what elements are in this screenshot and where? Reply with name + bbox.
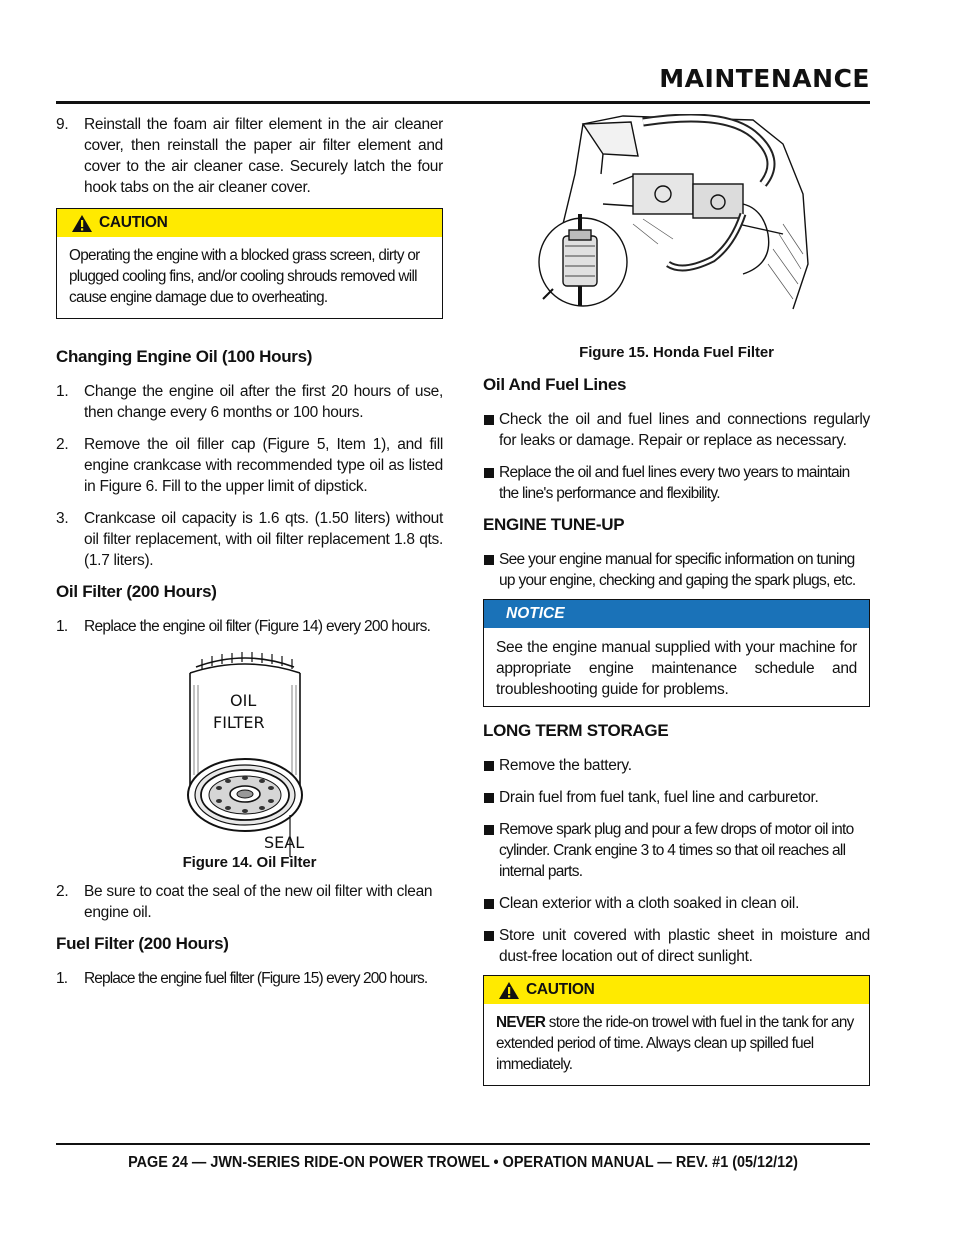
list-item (56, 881, 443, 923)
list-number: 1. (56, 970, 68, 987)
list-text: Remove the battery. (499, 757, 632, 774)
caution-box (56, 208, 443, 319)
list-text: Change the engine oil after the first 20 hours of use, then change every 6 months or 100 hours. (84, 383, 443, 421)
bullet-square-icon (484, 468, 494, 478)
bullet-square-icon (484, 931, 494, 941)
section-heading-storage: LONG TERM STORAGE (483, 721, 669, 740)
list-number: 2. (56, 883, 69, 900)
engine-fuel-filter-illustration (483, 114, 870, 314)
list-text: Replace the engine fuel filter (Figure 15) every 200 hours. (84, 970, 428, 987)
list-text: Store unit covered with plastic sheet in moisture and dust-free location out of direct sunlight. (499, 927, 870, 965)
bullet-square-icon (484, 825, 494, 835)
list-item (483, 819, 870, 882)
bullet-square-icon (484, 761, 494, 771)
list-item (56, 381, 443, 423)
bullet-square-icon (484, 555, 494, 565)
list-item (56, 508, 443, 571)
list-text: Replace the engine oil filter (Figure 14) every 200 hours. (84, 618, 431, 635)
header-rule (56, 101, 870, 104)
caution-text (484, 1004, 869, 1085)
list-text: Check the oil and fuel lines and connections regularly for leaks or damage. Repair or replace as necessary. (499, 411, 870, 449)
list-item (483, 409, 870, 451)
list-text: Crankcase oil capacity is 1.6 qts. (1.50 liters) without oil filter replacement, with oil filter replacement 1.8 qts. (1.7 liters). (84, 510, 443, 569)
list-text: Replace the oil and fuel lines every two years to maintain the line's performance and flexibility. (499, 464, 850, 502)
list-item (483, 462, 870, 504)
page-footer: PAGE 24 — JWN-SERIES RIDE-ON POWER TROWEL • OPERATION MANUAL — REV. #1 (05/12/12) (128, 1154, 798, 1171)
step-text: Reinstall the foam air filter element in the air cleaner cover, then reinstall the paper air filter element and cover to the air cleaner case. Securely latch the four hook tabs on the air cleaner cover. (84, 116, 443, 196)
list-number: 2. (56, 436, 69, 453)
list-item (56, 434, 443, 497)
list-number: 1. (56, 383, 69, 400)
list-item (483, 755, 870, 776)
notice-text: See the engine manual supplied with your machine for appropriate engine maintenance schedule and troubleshooting guide for problems. (496, 639, 857, 698)
oil-filter-figure (56, 645, 443, 873)
right-column (483, 114, 870, 1086)
figure-caption: Figure 14. Oil Filter (182, 854, 317, 871)
list-item (56, 616, 443, 637)
section-heading-fuel-filter: Fuel Filter (200 Hours) (56, 934, 229, 953)
oil-filter-label-line1: OIL (230, 691, 257, 710)
list-text: See your engine manual for specific information on tuning up your engine, checking and gaping the spark plugs, etc. (499, 551, 856, 589)
bullet-square-icon (484, 415, 494, 425)
list-number: 1. (56, 618, 68, 635)
section-heading-tune-up: ENGINE TUNE-UP (483, 515, 625, 534)
oil-filter-illustration (56, 645, 443, 873)
seal-label: SEAL (264, 833, 305, 852)
caution-header (57, 209, 442, 237)
list-text: Remove the oil filler cap (Figure 5, Item 1), and fill engine crankcase with recommended type oil as listed in Figure 6. Fill to the upper limit of dipstick. (84, 436, 443, 495)
warning-icon (498, 981, 520, 1000)
page-title: MAINTENANCE (659, 64, 870, 93)
caution-text: Operating the engine with a blocked grass screen, dirty or plugged cooling fins, and/or cooling shrouds removed will cause engine damage due to overheating. (69, 247, 420, 306)
fuel-filter-figure (483, 114, 870, 364)
caution-header (484, 976, 869, 1004)
list-item (483, 787, 870, 808)
list-text: Be sure to coat the seal of the new oil filter with clean engine oil. (84, 883, 433, 921)
list-text: Remove spark plug and pour a few drops of motor oil into cylinder. Crank engine 3 to 4 times so that oil reaches all internal parts. (499, 821, 854, 880)
section-heading-oil-fuel-lines: Oil And Fuel Lines (483, 375, 627, 394)
section-heading-oil-filter: Oil Filter (200 Hours) (56, 582, 217, 601)
list-text: Drain fuel from fuel tank, fuel line and carburetor. (499, 789, 819, 806)
warning-icon (71, 214, 93, 233)
notice-header: NOTICE (484, 600, 869, 628)
list-item (483, 893, 870, 914)
notice-box (483, 599, 870, 707)
never-emphasis: NEVER (496, 1014, 546, 1031)
oil-filter-label-line2: FILTER (213, 713, 265, 732)
bullet-square-icon (484, 793, 494, 803)
left-column (56, 114, 443, 1000)
list-text: Clean exterior with a cloth soaked in clean oil. (499, 895, 800, 912)
bullet-square-icon (484, 899, 494, 909)
list-item (483, 549, 870, 591)
step-9 (56, 114, 443, 198)
step-number: 9. (56, 116, 69, 133)
figure-caption: Figure 15. Honda Fuel Filter (579, 344, 774, 361)
list-item (56, 968, 443, 989)
list-number: 3. (56, 510, 69, 527)
caution-label: CAUTION (99, 214, 168, 231)
caution-box (483, 975, 870, 1086)
caution-label: CAUTION (526, 981, 595, 998)
footer-rule (56, 1143, 870, 1145)
caution-text-rest: store the ride-on trowel with fuel in the tank for any extended period of time. Always clean up spilled fuel immediately. (496, 1014, 854, 1073)
section-heading-oil-change: Changing Engine Oil (100 Hours) (56, 347, 313, 366)
list-item (483, 925, 870, 967)
